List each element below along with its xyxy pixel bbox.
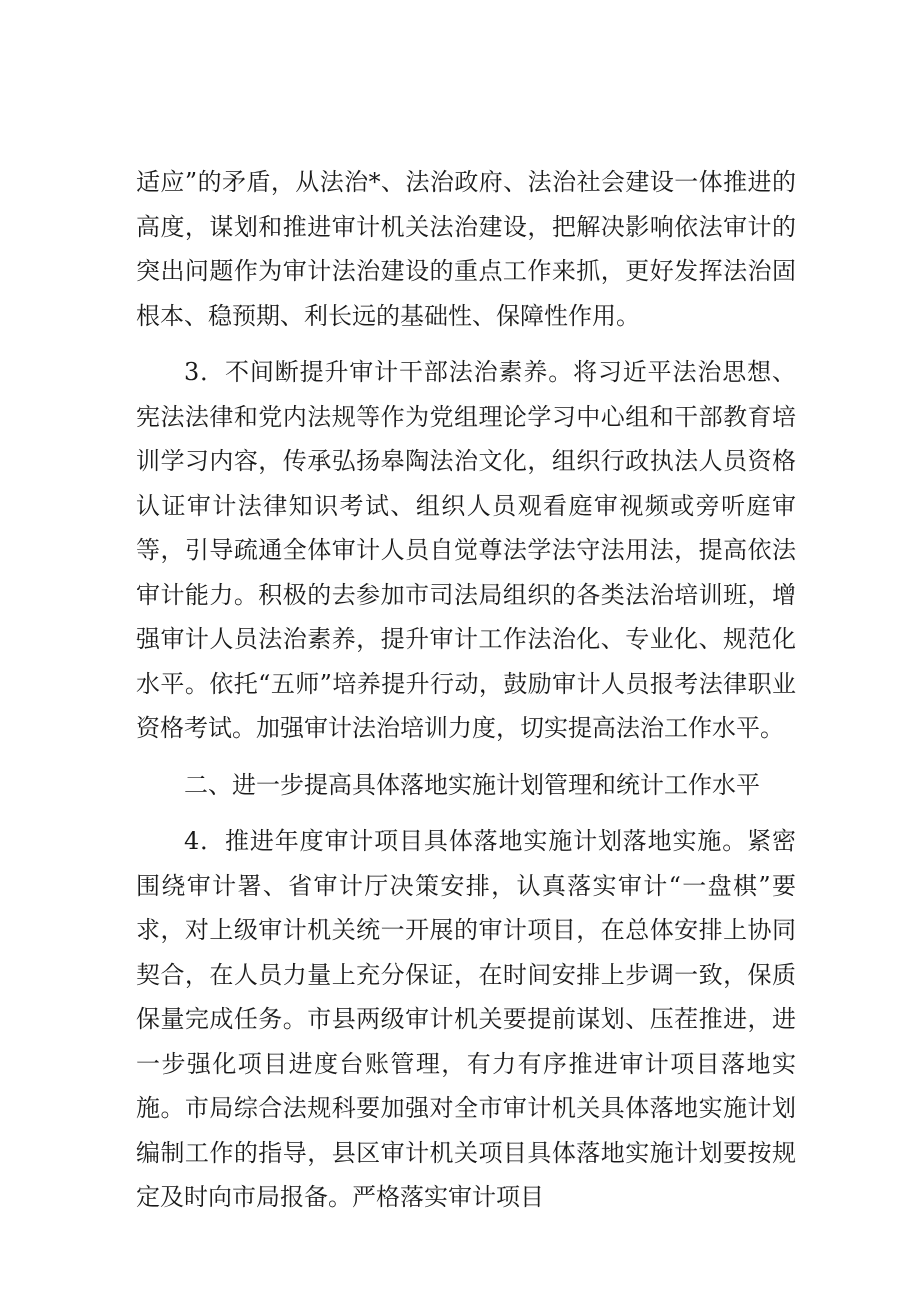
paragraph-item-4: 4．推进年度审计项目具体落地实施计划落地实施。紧密围绕审计署、省审计厅决策安排，认真落实审计“一盘棋”要求，对上级审计机关统一开展的审计项目，在总体安排上协同契合，在人员力量上充分保证，在时间安排上步调一致，保质保量完成任务。市县两级审计机关要提前谋划、压茬推进，进一步强化项目进度台账管理，有力有序推进审计项目落地实施。市局综合法规科要加强对全市审计机关具体落地实施计划编制工作的指导，县区审计机关项目具体落地实施计划要按规定及时向市局报备。严格落实审计项目 (136, 827, 796, 1211)
paragraph-continuation: 适应”的矛盾，从法治*、法治政府、法治社会建设一体推进的高度，谋划和推进审计机关法治建设，把解决影响依法审计的突出问题作为审计法治建设的重点工作来抓，更好发挥法治固根本、稳预期、利长远的基础性、保障性作用。 (136, 168, 796, 330)
section-heading-2: 二、进一步提高具体落地实施计划管理和统计工作水平 (184, 770, 760, 799)
paragraph-item-3: 3．不间断提升审计干部法治素养。将习近平法治思想、宪法法律和党内法规等作为党组理论学习中心组和干部教育培训学习内容，传承弘扬皋陶法治文化，组织行政执法人员资格认证审计法律知识考试、组织人员观看庭审视频或旁听庭审等，引导疏通全体审计人员自觉尊法学法守法用法，提高依法审计能力。积极的去参加市司法局组织的各类法治培训班，增强审计人员法治素养，提升审计工作法治化、专业化、规范化水平。依托“五师”培养提升行动，鼓励审计人员报考法律职业资格考试。加强审计法治培训力度，切实提高法治工作水平。 (136, 358, 796, 742)
document-body (136, 160, 796, 1220)
